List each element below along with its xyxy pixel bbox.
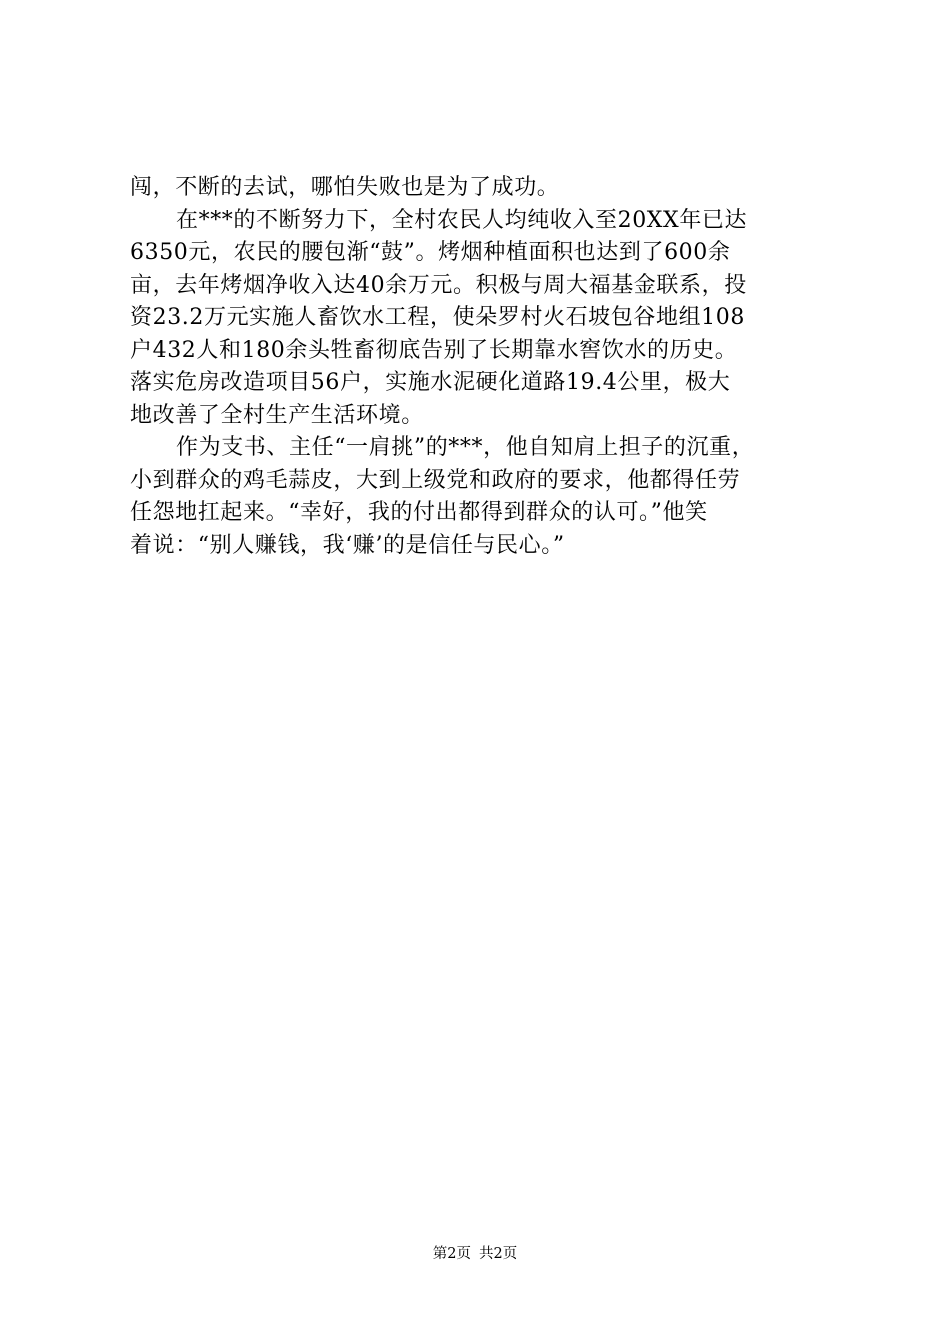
text-line-3: 6350元，农民的腰包渐“鼓”。烤烟种植面积也达到了600余 [130, 240, 731, 265]
text-line-6: 户432人和180余头牲畜彻底告别了长期靠水窖饮水的历史。 [130, 337, 738, 363]
text-line-1: 闯，不断的去试，哪怕失败也是为了成功。 [130, 175, 560, 200]
text-line-2: 在***的不断努力下，全村农民人均纯收入至20XX年已达 [176, 207, 748, 233]
page-number: 第2页 [432, 1246, 471, 1262]
body-text [130, 172, 830, 562]
text-line-9: 作为支书、主任“一肩挑”的***，他自知肩上担子的沉重， [176, 435, 755, 460]
text-line-10: 小到群众的鸡毛蒜皮，大到上级党和政府的要求，他都得任劳 [130, 467, 741, 493]
text-line-7: 落实危房改造项目56户，实施水泥硬化道路19.4公里，极大 [130, 370, 731, 395]
text-line-8: 地改善了全村生产生活环境。 [130, 402, 424, 428]
page-total: 共2页 [479, 1246, 518, 1262]
text-line-5: 资23.2万元实施人畜饮水工程，使朵罗村火石坡包谷地组108 [130, 305, 745, 330]
text-line-4: 亩，去年烤烟净收入达40余万元。积极与周大福基金联系，投 [130, 272, 747, 298]
page-footer [0, 1244, 950, 1264]
text-line-12: 着说：“别人赚钱，我‘赚’的是信任与民心。” [130, 532, 565, 558]
text-line-11: 任怨地扛起来。“幸好，我的付出都得到群众的认可。”他笑 [130, 500, 708, 525]
